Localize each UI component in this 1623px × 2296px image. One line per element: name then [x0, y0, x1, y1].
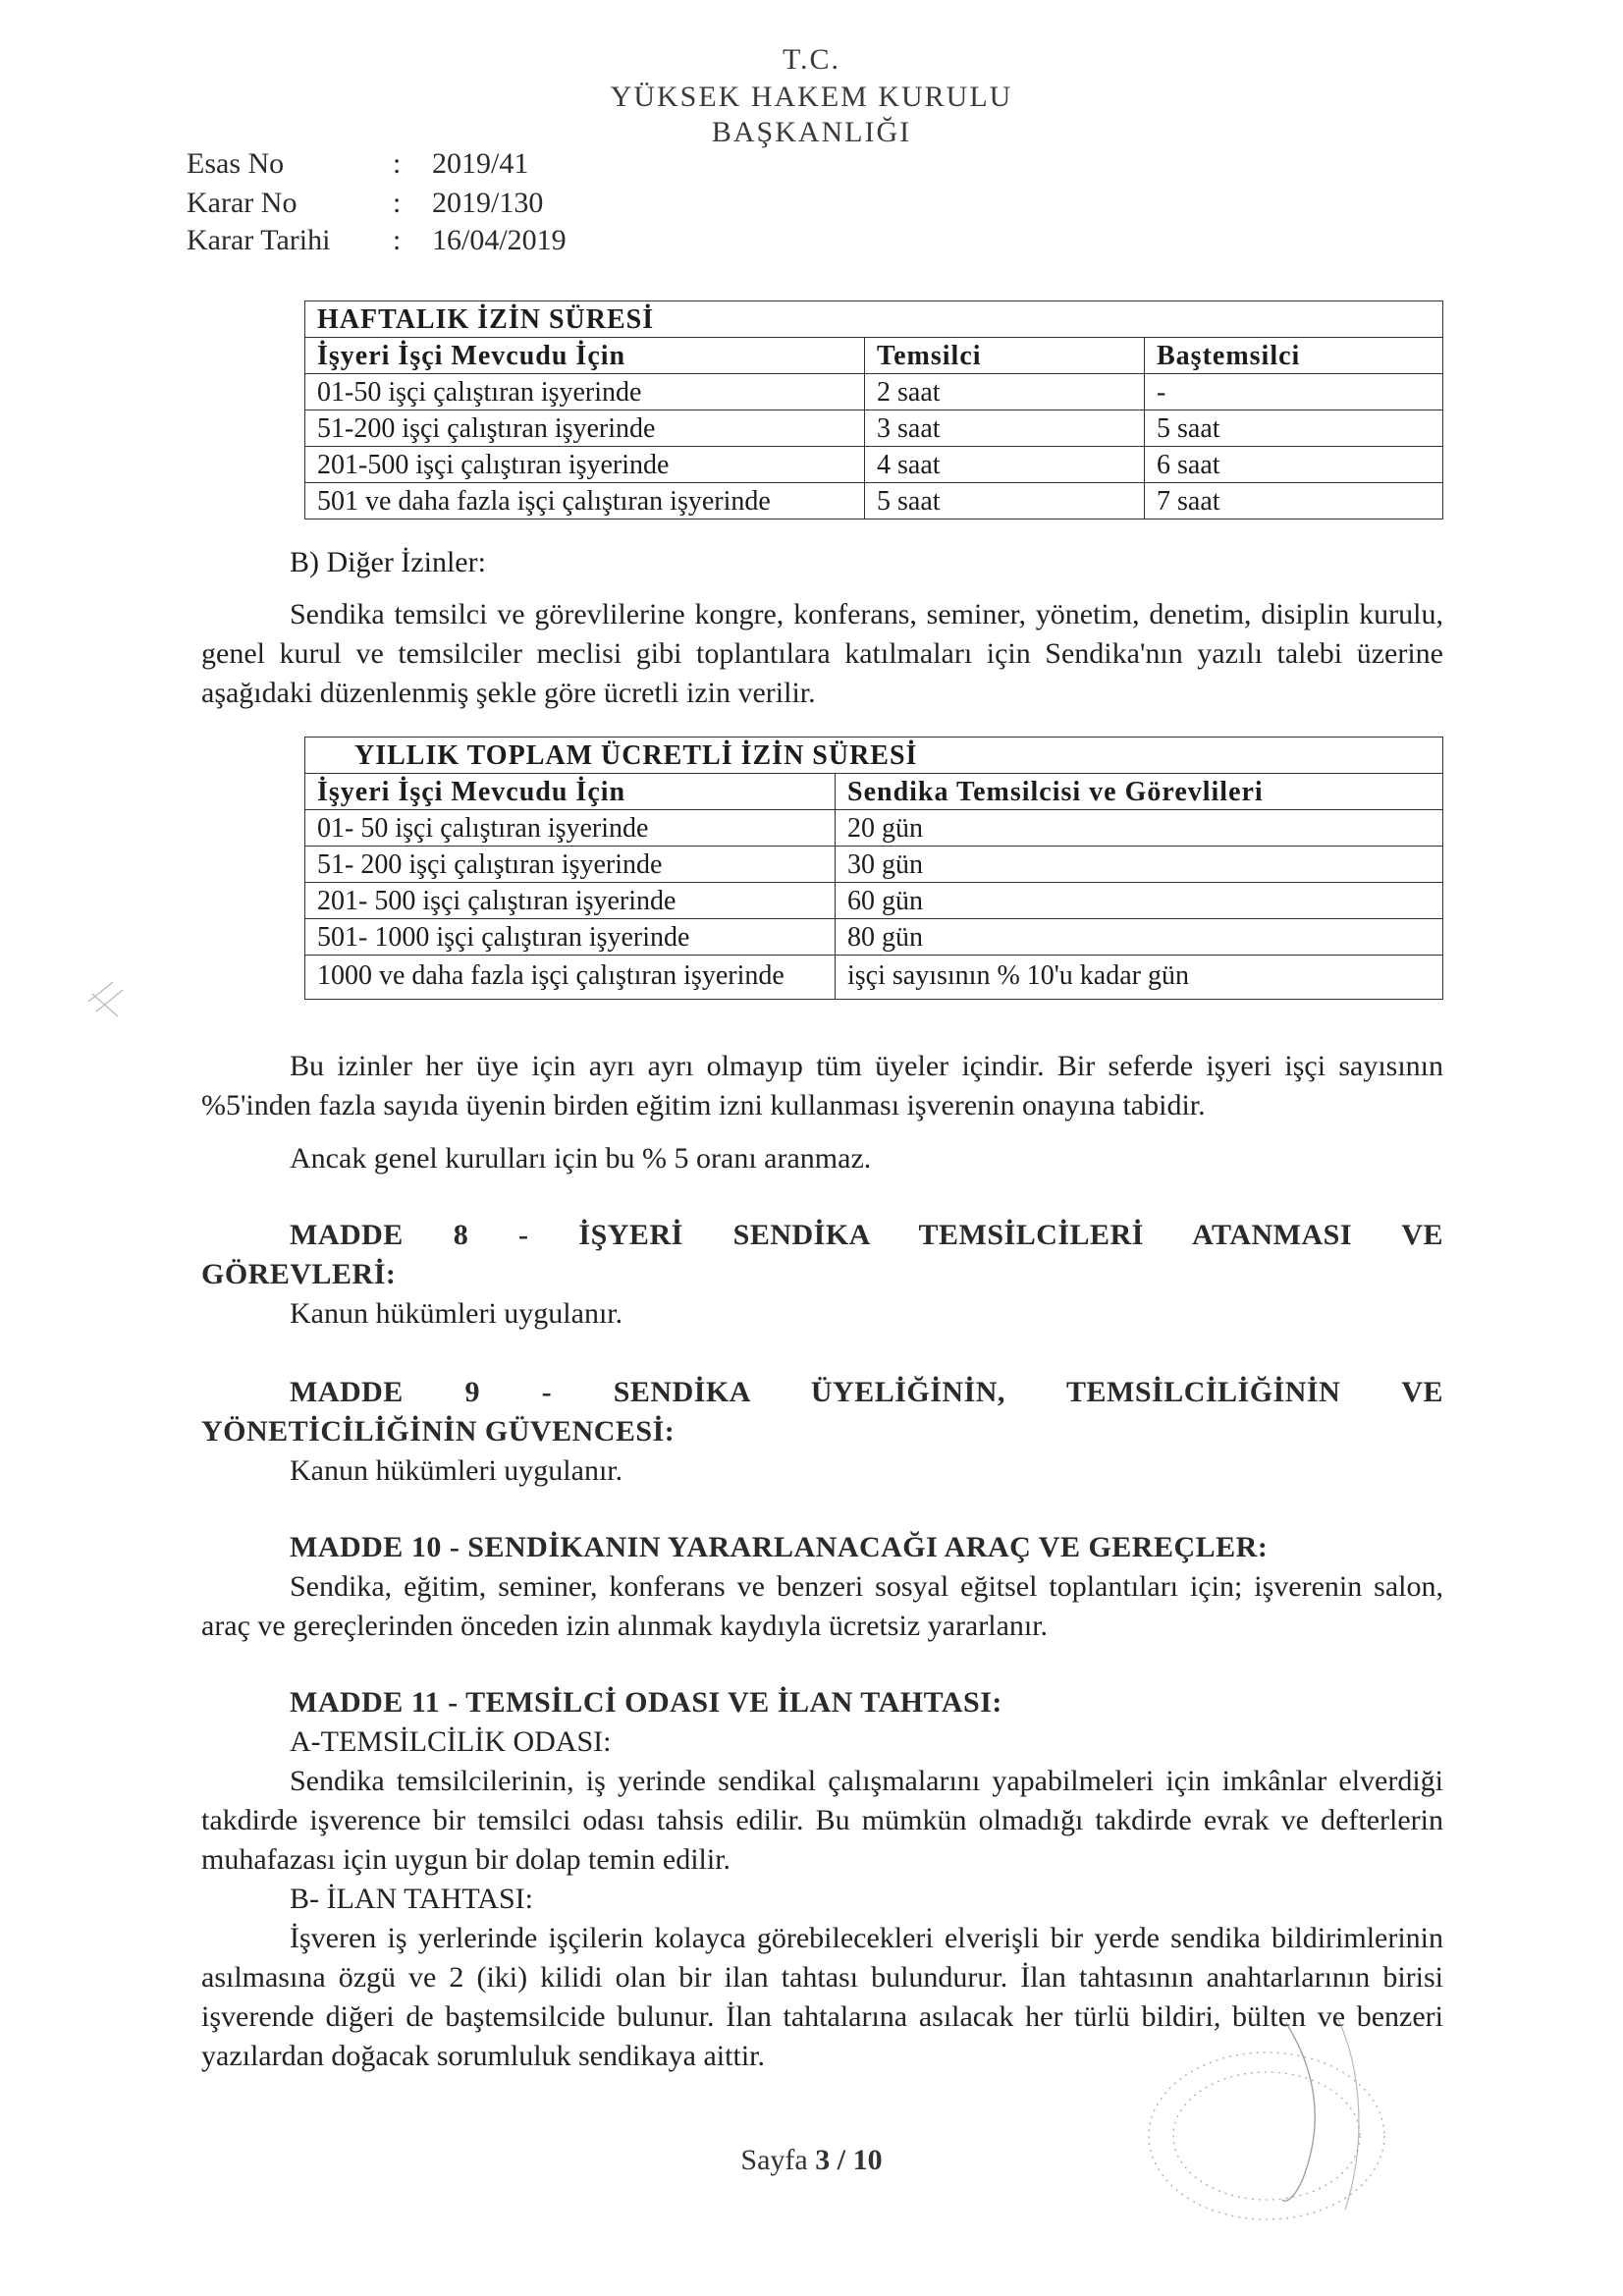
table-cell: 51-200 işçi çalıştıran işyerinde [305, 410, 865, 447]
table-cell: - [1145, 374, 1443, 410]
madde-10-title: MADDE 10 - SENDİKANIN YARARLANACAĞI ARAÇ VE GEREÇLER: [290, 1531, 1269, 1563]
table-row [305, 447, 1443, 483]
madde-9-title-cont: YÖNETİCİLİĞİNİN GÜVENCESİ: [201, 1415, 676, 1448]
table-row [305, 483, 1443, 519]
madde-10-text: Sendika, eğitim, seminer, konferans ve benzeri sosyal eğitsel toplantıları için; işverenin salon, araç ve gereçlerinden önceden izin alınmak kaydıyla ücretsiz yararlanır. [201, 1570, 1443, 1642]
meta-esas-no: Esas No : 2019/41 [187, 147, 529, 180]
table-cell: 60 gün [836, 883, 1443, 919]
table-header: İşyeri İşçi Mevcudu İçin [305, 774, 836, 810]
table-cell: 01-50 işçi çalıştıran işyerinde [305, 374, 865, 410]
table-cell: 501- 1000 işçi çalıştıran işyerinde [305, 919, 836, 956]
madde-8-text: Kanun hükümleri uygulanır. [290, 1297, 623, 1330]
table-title: YILLIK TOPLAM ÜCRETLİ İZİN SÜRESİ [305, 738, 1443, 774]
table-cell: 2 saat [865, 374, 1145, 410]
table-row [305, 847, 1443, 883]
stamp-mark [1041, 2003, 1414, 2239]
header-institution: YÜKSEK HAKEM KURULU [610, 81, 1013, 113]
meta-karar-tarihi: Karar Tarihi : 16/04/2019 [187, 224, 567, 256]
table-row [305, 410, 1443, 447]
header-tc: T.C. [782, 43, 841, 76]
annual-leave-table [304, 737, 1443, 1000]
madde-11-text-b: İşveren iş yerlerinde işçilerin kolayca görebilecekleri elverişli bir yerde sendika bildirimlerinin asılmasına özgü ve 2 (iki) kilidi olan bir ilan tahtası bulundurur. İlan tahtasının anahtarlarının birisi işverende diğeri de baştemsilcide bulunur. İlan tahtalarına asılacak her türlü bildiri, bülten ve benzeri yazılardan doğacak sorumluluk sendikaya aittir. [201, 1922, 1443, 2072]
table-row [305, 883, 1443, 919]
table-cell: 01- 50 işçi çalıştıran işyerinde [305, 810, 836, 847]
madde-9-text: Kanun hükümleri uygulanır. [290, 1454, 623, 1487]
table-cell: 201- 500 işçi çalıştıran işyerinde [305, 883, 836, 919]
table-cell: 5 saat [1145, 410, 1443, 447]
weekly-leave-table [304, 301, 1443, 519]
table-cell: 4 saat [865, 447, 1145, 483]
table-row [305, 956, 1443, 1000]
madde-8-title-cont: GÖREVLERİ: [201, 1258, 397, 1290]
madde-11-text-a: Sendika temsilcilerinin, iş yerinde sendikal çalışmalarını yapabilmeleri için imkânlar elverdiği takdirde işverence bir temsilci odası tahsis edilir. Bu mümkün olmadığı takdirde evrak ve defterlerin muhafazası için uygun bir dolap temin edilir. [201, 1765, 1443, 1876]
table-header: Temsilci [865, 338, 1145, 374]
table-cell: 501 ve daha fazla işçi çalıştıran işyerinde [305, 483, 865, 519]
table-cell: 5 saat [865, 483, 1145, 519]
table-cell: 7 saat [1145, 483, 1443, 519]
margin-scribble [79, 972, 137, 1031]
table-header: Sendika Temsilcisi ve Görevlileri [836, 774, 1443, 810]
footer-label: Sayfa [740, 2144, 816, 2176]
table-cell: 80 gün [836, 919, 1443, 956]
section-b-text: Sendika temsilci ve görevlilerine kongre, konferans, seminer, yönetim, denetim, disiplin kurulu, genel kurul ve temsilciler meclisi gibi toplantılara katılmaları için Sendika'nın yazılı talebi üzerine aşağıdaki düzenlenmiş şekle göre ücretli izin verilir. [201, 598, 1443, 709]
table-row [305, 919, 1443, 956]
table-row [305, 374, 1443, 410]
table-cell: 1000 ve daha fazla işçi çalıştıran işyerinde [305, 956, 836, 1000]
madde-11-title: MADDE 11 - TEMSİLCİ ODASI VE İLAN TAHTASI: [290, 1686, 1002, 1719]
table-cell: 20 gün [836, 810, 1443, 847]
meta-karar-no: Karar No : 2019/130 [187, 187, 544, 219]
table-row [305, 810, 1443, 847]
madde-9-title: MADDE 9 - SENDİKA ÜYELİĞİNİN, TEMSİLCİLİĞİNİN VE [290, 1376, 1444, 1408]
table-cell: işçi sayısının % 10'u kadar gün [836, 956, 1443, 1000]
table-cell: 6 saat [1145, 447, 1443, 483]
madde-11-sub-b: B- İLAN TAHTASI: [290, 1883, 533, 1915]
paragraph-general-assembly: Ancak genel kurulları için bu % 5 oranı aranmaz. [290, 1142, 872, 1175]
page-footer [0, 2144, 1623, 2177]
table-cell: 3 saat [865, 410, 1145, 447]
paragraph-leave-rule: Bu izinler her üye için ayrı ayrı olmayıp tüm üyeler içindir. Bir seferde işyeri işçi sayısının %5'inden fazla sayıda üyenin birden eğitim izni kullanması işverenin onayına tabidir. [201, 1050, 1443, 1121]
table-cell: 51- 200 işçi çalıştıran işyerinde [305, 847, 836, 883]
madde-8-title: MADDE 8 - İŞYERİ SENDİKA TEMSİLCİLERİ ATANMASI VE [290, 1219, 1444, 1251]
madde-11-sub-a: A-TEMSİLCİLİK ODASI: [290, 1725, 612, 1758]
table-header: İşyeri İşçi Mevcudu İçin [305, 338, 865, 374]
table-cell: 201-500 işçi çalıştıran işyerinde [305, 447, 865, 483]
table-header: Baştemsilci [1145, 338, 1443, 374]
section-b-heading: B) Diğer İzinler: [290, 546, 486, 578]
table-title: HAFTALIK İZİN SÜRESİ [305, 301, 1443, 338]
page-number: 3 / 10 [815, 2144, 883, 2176]
header-department: BAŞKANLIĞI [711, 116, 912, 148]
table-cell: 30 gün [836, 847, 1443, 883]
